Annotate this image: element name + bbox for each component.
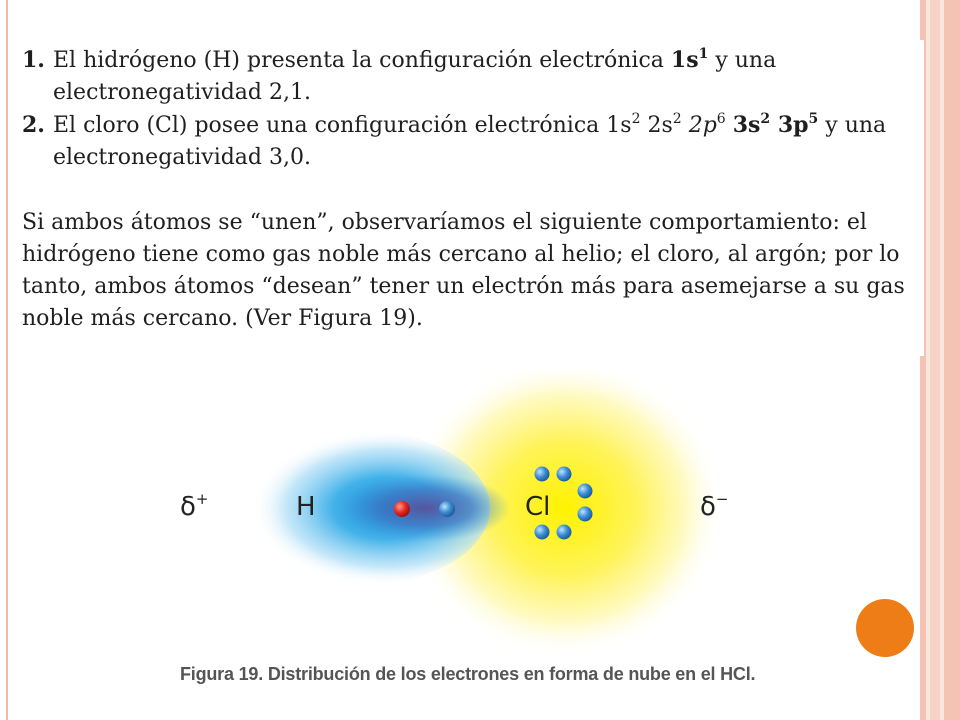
slide-left-border	[6, 0, 8, 720]
shared-cloud-core	[340, 474, 510, 542]
chlorine-config: $1s^2$ $2s^2$ $2p^6$ $3s^2$ $3p^5$	[606, 111, 819, 138]
item-number: 1.	[22, 47, 45, 73]
chlorine-electron	[535, 525, 550, 540]
delta-minus-label: δ−	[700, 490, 729, 522]
hydrogen-electron	[394, 501, 410, 517]
delta-plus-label: δ+	[180, 490, 209, 522]
shared-electron	[439, 501, 455, 517]
figure-caption: Figura 19. Distribución de los electrones en forma de nube en el HCl.	[180, 664, 756, 684]
item-number: 2.	[22, 112, 45, 138]
list-item-chlorine: 2. El cloro (Cl) posee una configuración electrónica $1s^2$ $2s^2$ $2p^6$ $3s^2$ $3p^5$ y una electronegatividad 3,0.	[22, 111, 887, 170]
chlorine-electron	[578, 484, 593, 499]
list-item-hydrogen: 1. El hidrógeno (H) presenta la configuración electrónica $1s^1$ y una electronegatividad 2,1.	[22, 46, 777, 105]
hydrogen-config: $1s^1$	[670, 46, 709, 73]
chlorine-symbol: Cl	[525, 492, 551, 522]
chlorine-electron	[578, 507, 593, 522]
hcl-electron-cloud-figure	[140, 370, 780, 700]
chlorine-electron	[557, 467, 572, 482]
explanation-paragraph: Si ambos átomos se “unen”, observaríamos el siguiente comportamiento: el hidrógeno tiene como gas noble más cercano al helio; el cloro, al argón; por lo tanto, ambos átomos “desean” tener un electrón más para asemejarse a su gas noble más cercano. (Ver Figura 19).	[22, 210, 905, 331]
hydrogen-symbol: H	[296, 492, 316, 522]
chlorine-electron	[557, 525, 572, 540]
slide-right-border	[920, 0, 960, 720]
decorative-orange-circle	[856, 599, 914, 657]
electron-cloud-illustration	[140, 370, 780, 700]
slide-text-content	[22, 44, 912, 335]
chlorine-electron	[535, 467, 550, 482]
